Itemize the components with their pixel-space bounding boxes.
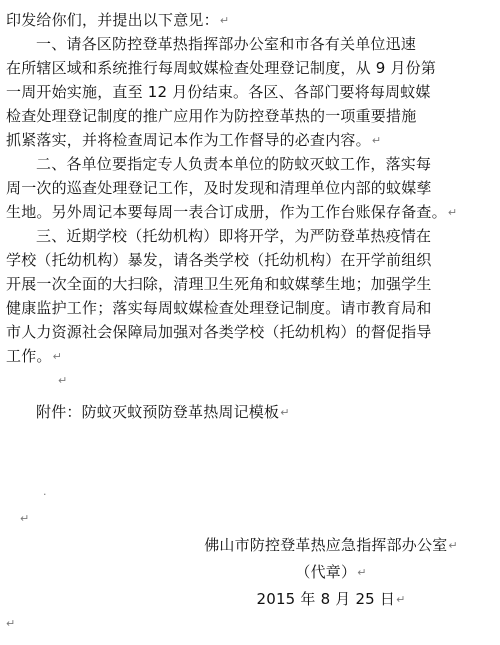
- signature-acting: [196, 559, 466, 586]
- paragraph-mark-icon: ↵: [357, 566, 367, 579]
- paragraph-line: [6, 248, 474, 272]
- acting-text: （代章）: [295, 563, 357, 581]
- organization-text: 佛山市防控登革热应急指挥部办公室: [204, 536, 448, 554]
- paragraph-line: [6, 152, 474, 176]
- paragraph-line: [6, 56, 474, 80]
- paragraph-1: [6, 32, 474, 152]
- paragraph-line: [6, 128, 474, 152]
- paragraph-line: [6, 32, 474, 56]
- intro-line: [6, 8, 474, 32]
- line-text: 生地。另外周记本要每周一表合订成册，作为工作台账保存备查。: [6, 203, 447, 221]
- line-text: 市人力资源社会保障局加强对各类学校（托幼机构）的督促指导: [6, 323, 432, 341]
- intro-text: 印发给你们，并提出以下意见：: [6, 11, 219, 29]
- paragraph-mark-icon: ↵: [280, 406, 290, 419]
- line-text: 周一次的巡查处理登记工作，及时发现和清理单位内部的蚊媒孳: [6, 179, 432, 197]
- line-text: 一、请各区防控登革热指挥部办公室和市各有关单位迅速: [36, 35, 417, 53]
- signature-date: [196, 586, 466, 613]
- paragraph-2: [6, 152, 474, 224]
- paragraph-mark-icon: ↵: [219, 14, 230, 27]
- line-text: 工作。: [6, 347, 52, 365]
- paragraph-line: [6, 320, 474, 344]
- paragraph-mark-icon: ↵: [447, 206, 458, 219]
- paragraph-mark-icon: ↵: [58, 374, 68, 387]
- signature-organization: [196, 532, 466, 559]
- line-text: 三、近期学校（托幼机构）即将开学，为严防登革热疫情在: [36, 227, 432, 245]
- line-text: 抓紧落实，并将检查周记本作为工作督导的必查内容。: [6, 131, 371, 149]
- paragraph-mark-icon: ↵: [371, 134, 382, 147]
- paragraph-line: [6, 272, 474, 296]
- paragraph-mark-icon: ↵: [6, 617, 16, 630]
- paragraph-line: [6, 104, 474, 128]
- paragraph-line: [6, 200, 474, 224]
- paragraph-mark-icon: ↵: [448, 539, 458, 552]
- signature-block: [196, 532, 466, 613]
- line-text: 二、各单位要指定专人负责本单位的防蚊灭蚊工作，落实每: [36, 155, 432, 173]
- paragraph-line: [6, 296, 474, 320]
- date-text: 2015 年 8 月 25 日: [256, 590, 396, 608]
- line-text: 开展一次全面的大扫除，清理卫生死角和蚊媒孳生地；加强学生: [6, 275, 432, 293]
- line-text: 在所辖区域和系统推行每周蚊媒检查处理登记制度，从 9 月份第: [6, 59, 437, 77]
- line-text: 检查处理登记制度的推广应用作为防控登革热的一项重要措施: [6, 107, 417, 125]
- empty-paragraph: [6, 368, 474, 398]
- attachment-text: 附件：防蚊灭蚊预防登革热周记模板: [36, 403, 280, 421]
- document-body: [6, 8, 474, 424]
- paragraph-3: [6, 224, 474, 368]
- paragraph-line: [6, 344, 474, 368]
- paragraph-mark-icon: ↵: [20, 512, 30, 525]
- paragraph-line: [6, 80, 474, 104]
- paragraph-mark-icon: ↵: [396, 593, 406, 606]
- paragraph-line: [6, 176, 474, 200]
- line-text: 健康监护工作；落实每周蚊媒检查处理登记制度。请市教育局和: [6, 299, 432, 317]
- paragraph-line: [6, 224, 474, 248]
- line-text: 一周开始实施，直至 12 月份结束。各区、各部门要将每周蚊媒: [6, 83, 431, 101]
- paragraph-mark-icon: ↵: [52, 350, 63, 363]
- small-mark-icon: ·: [43, 488, 47, 501]
- line-text: 学校（托幼机构）暴发，请各类学校（托幼机构）在开学前组织: [6, 251, 432, 269]
- attachment-line: [6, 400, 474, 424]
